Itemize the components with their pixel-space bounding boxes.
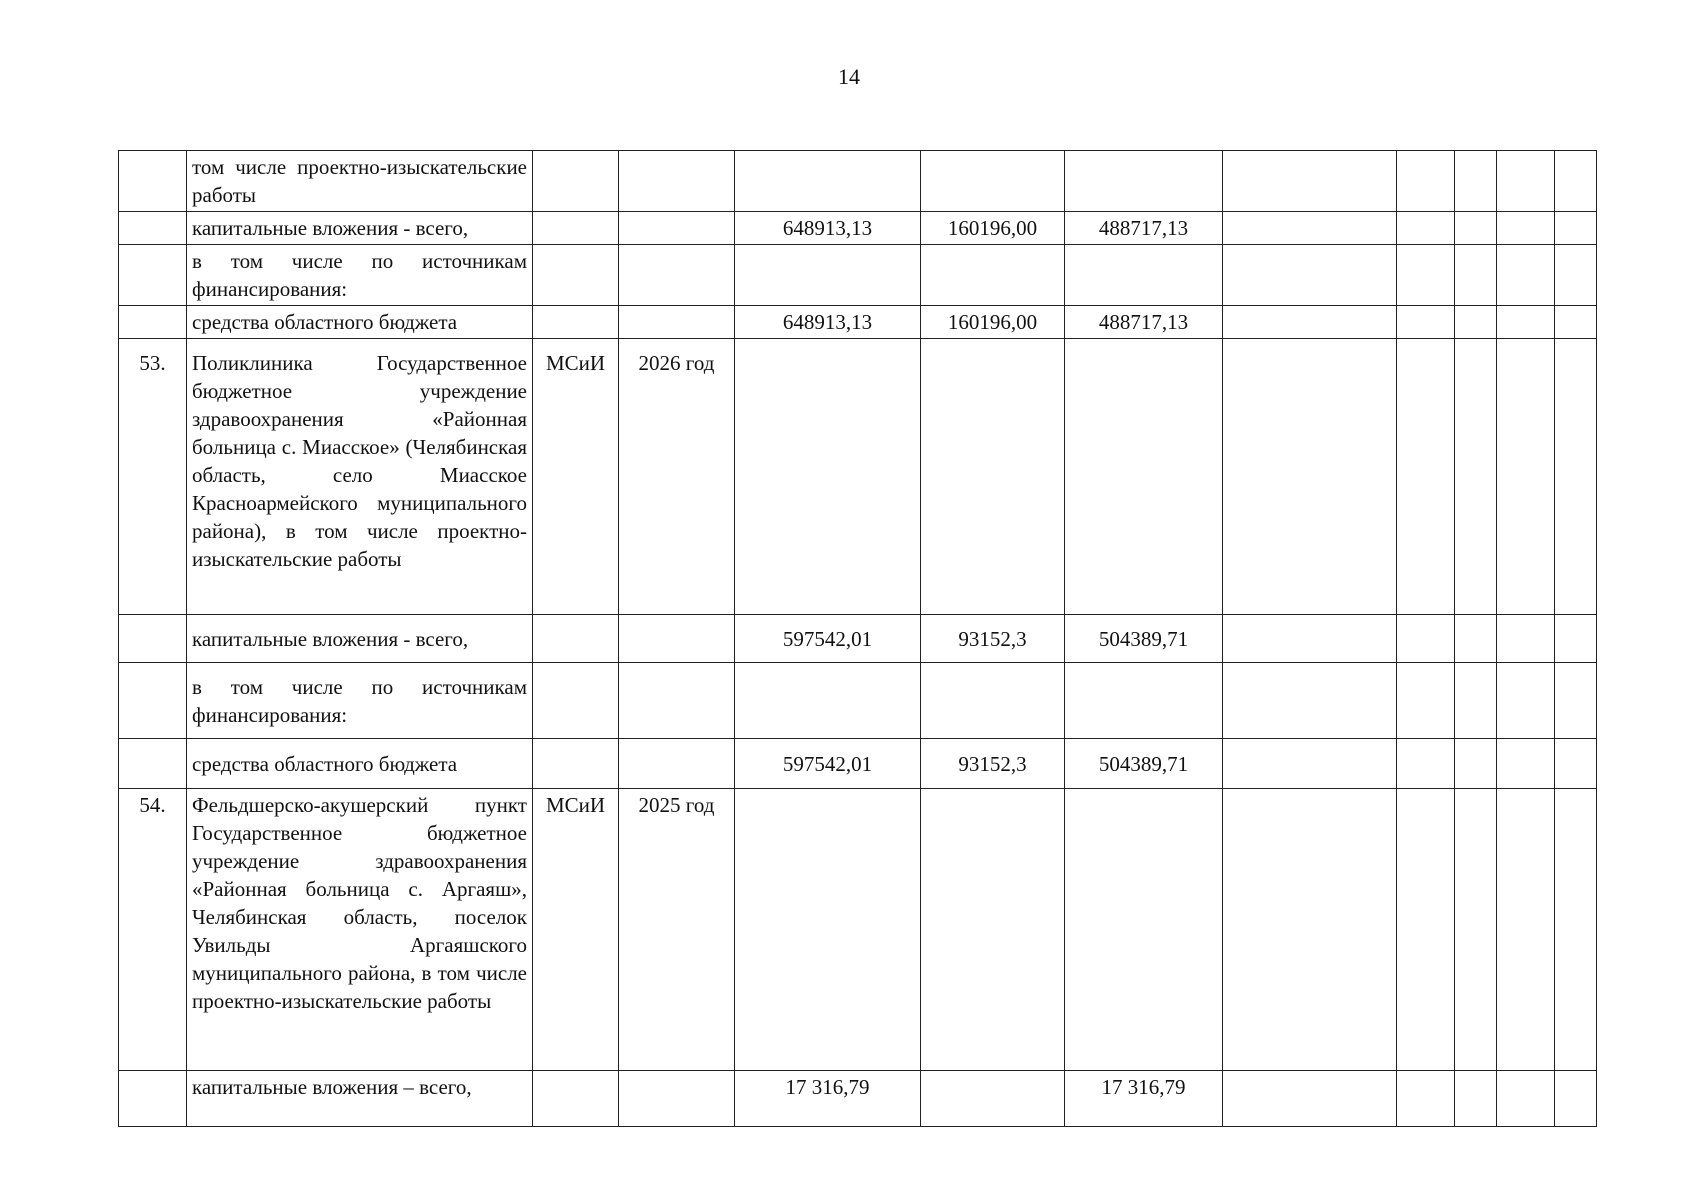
amount-period-2: 488717,13 xyxy=(1065,212,1223,245)
amount-period-1 xyxy=(921,151,1065,212)
row-number xyxy=(119,151,187,212)
empty-cell xyxy=(1397,306,1455,339)
empty-cell xyxy=(1223,245,1397,306)
table-row xyxy=(119,306,1597,339)
empty-cell xyxy=(1455,789,1497,1071)
empty-cell xyxy=(1497,339,1555,615)
empty-cell xyxy=(1397,339,1455,615)
empty-cell xyxy=(1397,739,1455,789)
agency-cell xyxy=(533,212,619,245)
budget-table xyxy=(118,150,1597,1127)
empty-cell xyxy=(1397,1071,1455,1127)
amount-period-1 xyxy=(921,789,1065,1071)
empty-cell xyxy=(1455,306,1497,339)
year-cell xyxy=(619,306,735,339)
row-number xyxy=(119,739,187,789)
agency-cell: МСиИ xyxy=(533,789,619,1071)
object-description: Фельдшерско-акушерский пункт Государственное бюджетное учреждение здравоохранения «Районная больница с. Аргаяш», Челябинская область, поселок Увильды Аргаяшского муниципального района, в том числе проектно-изыскательские работы xyxy=(187,789,533,1071)
amount-period-1 xyxy=(921,1071,1065,1127)
empty-cell xyxy=(1497,212,1555,245)
total-amount xyxy=(735,663,921,739)
total-amount: 648913,13 xyxy=(735,212,921,245)
row-number xyxy=(119,615,187,663)
empty-cell xyxy=(1555,339,1597,615)
agency-cell xyxy=(533,1071,619,1127)
amount-period-2: 17 316,79 xyxy=(1065,1071,1223,1127)
year-cell xyxy=(619,212,735,245)
object-description: капитальные вложения - всего, xyxy=(187,212,533,245)
agency-cell xyxy=(533,306,619,339)
year-cell xyxy=(619,151,735,212)
empty-cell xyxy=(1497,245,1555,306)
empty-cell xyxy=(1497,151,1555,212)
amount-period-2: 488717,13 xyxy=(1065,306,1223,339)
object-description: в том числе по источникам финансирования: xyxy=(187,245,533,306)
table-row xyxy=(119,789,1597,1071)
total-amount: 17 316,79 xyxy=(735,1071,921,1127)
object-description: в том числе по источникам финансирования: xyxy=(187,663,533,739)
empty-cell xyxy=(1223,151,1397,212)
empty-cell xyxy=(1455,615,1497,663)
empty-cell xyxy=(1455,339,1497,615)
object-description xyxy=(187,151,533,212)
amount-period-1: 93152,3 xyxy=(921,739,1065,789)
empty-cell xyxy=(1223,789,1397,1071)
empty-cell xyxy=(1397,615,1455,663)
year-cell: 2025 год xyxy=(619,789,735,1071)
object-description: Поликлиника Государственное бюджетное учреждение здравоохранения «Районная больница с. Миасское» (Челябинская область, село Миасское Красноармейского муниципального района), в том числе проектно-изыскательские работы xyxy=(187,339,533,615)
total-amount xyxy=(735,789,921,1071)
amount-period-2 xyxy=(1065,245,1223,306)
row-number: 53. xyxy=(119,339,187,615)
row-number xyxy=(119,663,187,739)
agency-cell xyxy=(533,245,619,306)
empty-cell xyxy=(1397,151,1455,212)
amount-period-2 xyxy=(1065,789,1223,1071)
empty-cell xyxy=(1555,212,1597,245)
year-cell xyxy=(619,1071,735,1127)
empty-cell xyxy=(1455,739,1497,789)
amount-period-1 xyxy=(921,663,1065,739)
table-row xyxy=(119,663,1597,739)
empty-cell xyxy=(1555,615,1597,663)
empty-cell xyxy=(1497,1071,1555,1127)
empty-cell xyxy=(1223,1071,1397,1127)
table-row xyxy=(119,739,1597,789)
year-cell xyxy=(619,739,735,789)
total-amount xyxy=(735,245,921,306)
page-number: 14 xyxy=(838,64,860,89)
total-amount: 597542,01 xyxy=(735,739,921,789)
amount-period-1 xyxy=(921,339,1065,615)
amount-period-2 xyxy=(1065,663,1223,739)
empty-cell xyxy=(1555,306,1597,339)
empty-cell xyxy=(1555,739,1597,789)
empty-cell xyxy=(1223,663,1397,739)
empty-cell xyxy=(1497,306,1555,339)
year-cell xyxy=(619,245,735,306)
description-text: том числе проектно-изыскательские работы xyxy=(192,155,527,207)
empty-cell xyxy=(1497,789,1555,1071)
empty-cell xyxy=(1223,339,1397,615)
table-row xyxy=(119,615,1597,663)
amount-period-2: 504389,71 xyxy=(1065,615,1223,663)
empty-cell xyxy=(1223,739,1397,789)
row-number: 54. xyxy=(119,789,187,1071)
amount-period-1: 160196,00 xyxy=(921,212,1065,245)
amount-period-2: 504389,71 xyxy=(1065,739,1223,789)
year-cell xyxy=(619,615,735,663)
empty-cell xyxy=(1455,151,1497,212)
empty-cell xyxy=(1397,212,1455,245)
empty-cell xyxy=(1397,663,1455,739)
amount-period-2 xyxy=(1065,151,1223,212)
empty-cell xyxy=(1455,245,1497,306)
empty-cell xyxy=(1497,739,1555,789)
amount-period-2 xyxy=(1065,339,1223,615)
table-row xyxy=(119,1071,1597,1127)
total-amount: 597542,01 xyxy=(735,615,921,663)
agency-cell xyxy=(533,663,619,739)
total-amount xyxy=(735,339,921,615)
empty-cell xyxy=(1555,663,1597,739)
total-amount xyxy=(735,151,921,212)
empty-cell xyxy=(1223,212,1397,245)
agency-cell: МСиИ xyxy=(533,339,619,615)
row-number xyxy=(119,212,187,245)
agency-cell xyxy=(533,739,619,789)
object-description: средства областного бюджета xyxy=(187,739,533,789)
empty-cell xyxy=(1497,663,1555,739)
row-number xyxy=(119,306,187,339)
empty-cell xyxy=(1455,663,1497,739)
empty-cell xyxy=(1455,212,1497,245)
agency-cell xyxy=(533,615,619,663)
empty-cell xyxy=(1555,151,1597,212)
table-row xyxy=(119,339,1597,615)
empty-cell xyxy=(1397,245,1455,306)
empty-cell xyxy=(1555,789,1597,1071)
table-row xyxy=(119,151,1597,212)
empty-cell xyxy=(1497,615,1555,663)
empty-cell xyxy=(1555,1071,1597,1127)
empty-cell xyxy=(1555,245,1597,306)
empty-cell xyxy=(1397,789,1455,1071)
year-cell: 2026 год xyxy=(619,339,735,615)
year-cell xyxy=(619,663,735,739)
total-amount: 648913,13 xyxy=(735,306,921,339)
amount-period-1: 93152,3 xyxy=(921,615,1065,663)
empty-cell xyxy=(1223,306,1397,339)
row-number xyxy=(119,245,187,306)
object-description: капитальные вложения - всего, xyxy=(187,615,533,663)
amount-period-1: 160196,00 xyxy=(921,306,1065,339)
object-description: средства областного бюджета xyxy=(187,306,533,339)
table-row xyxy=(119,245,1597,306)
agency-cell xyxy=(533,151,619,212)
empty-cell xyxy=(1455,1071,1497,1127)
object-description: капитальные вложения – всего, xyxy=(187,1071,533,1127)
amount-period-1 xyxy=(921,245,1065,306)
empty-cell xyxy=(1223,615,1397,663)
table-row xyxy=(119,212,1597,245)
row-number xyxy=(119,1071,187,1127)
